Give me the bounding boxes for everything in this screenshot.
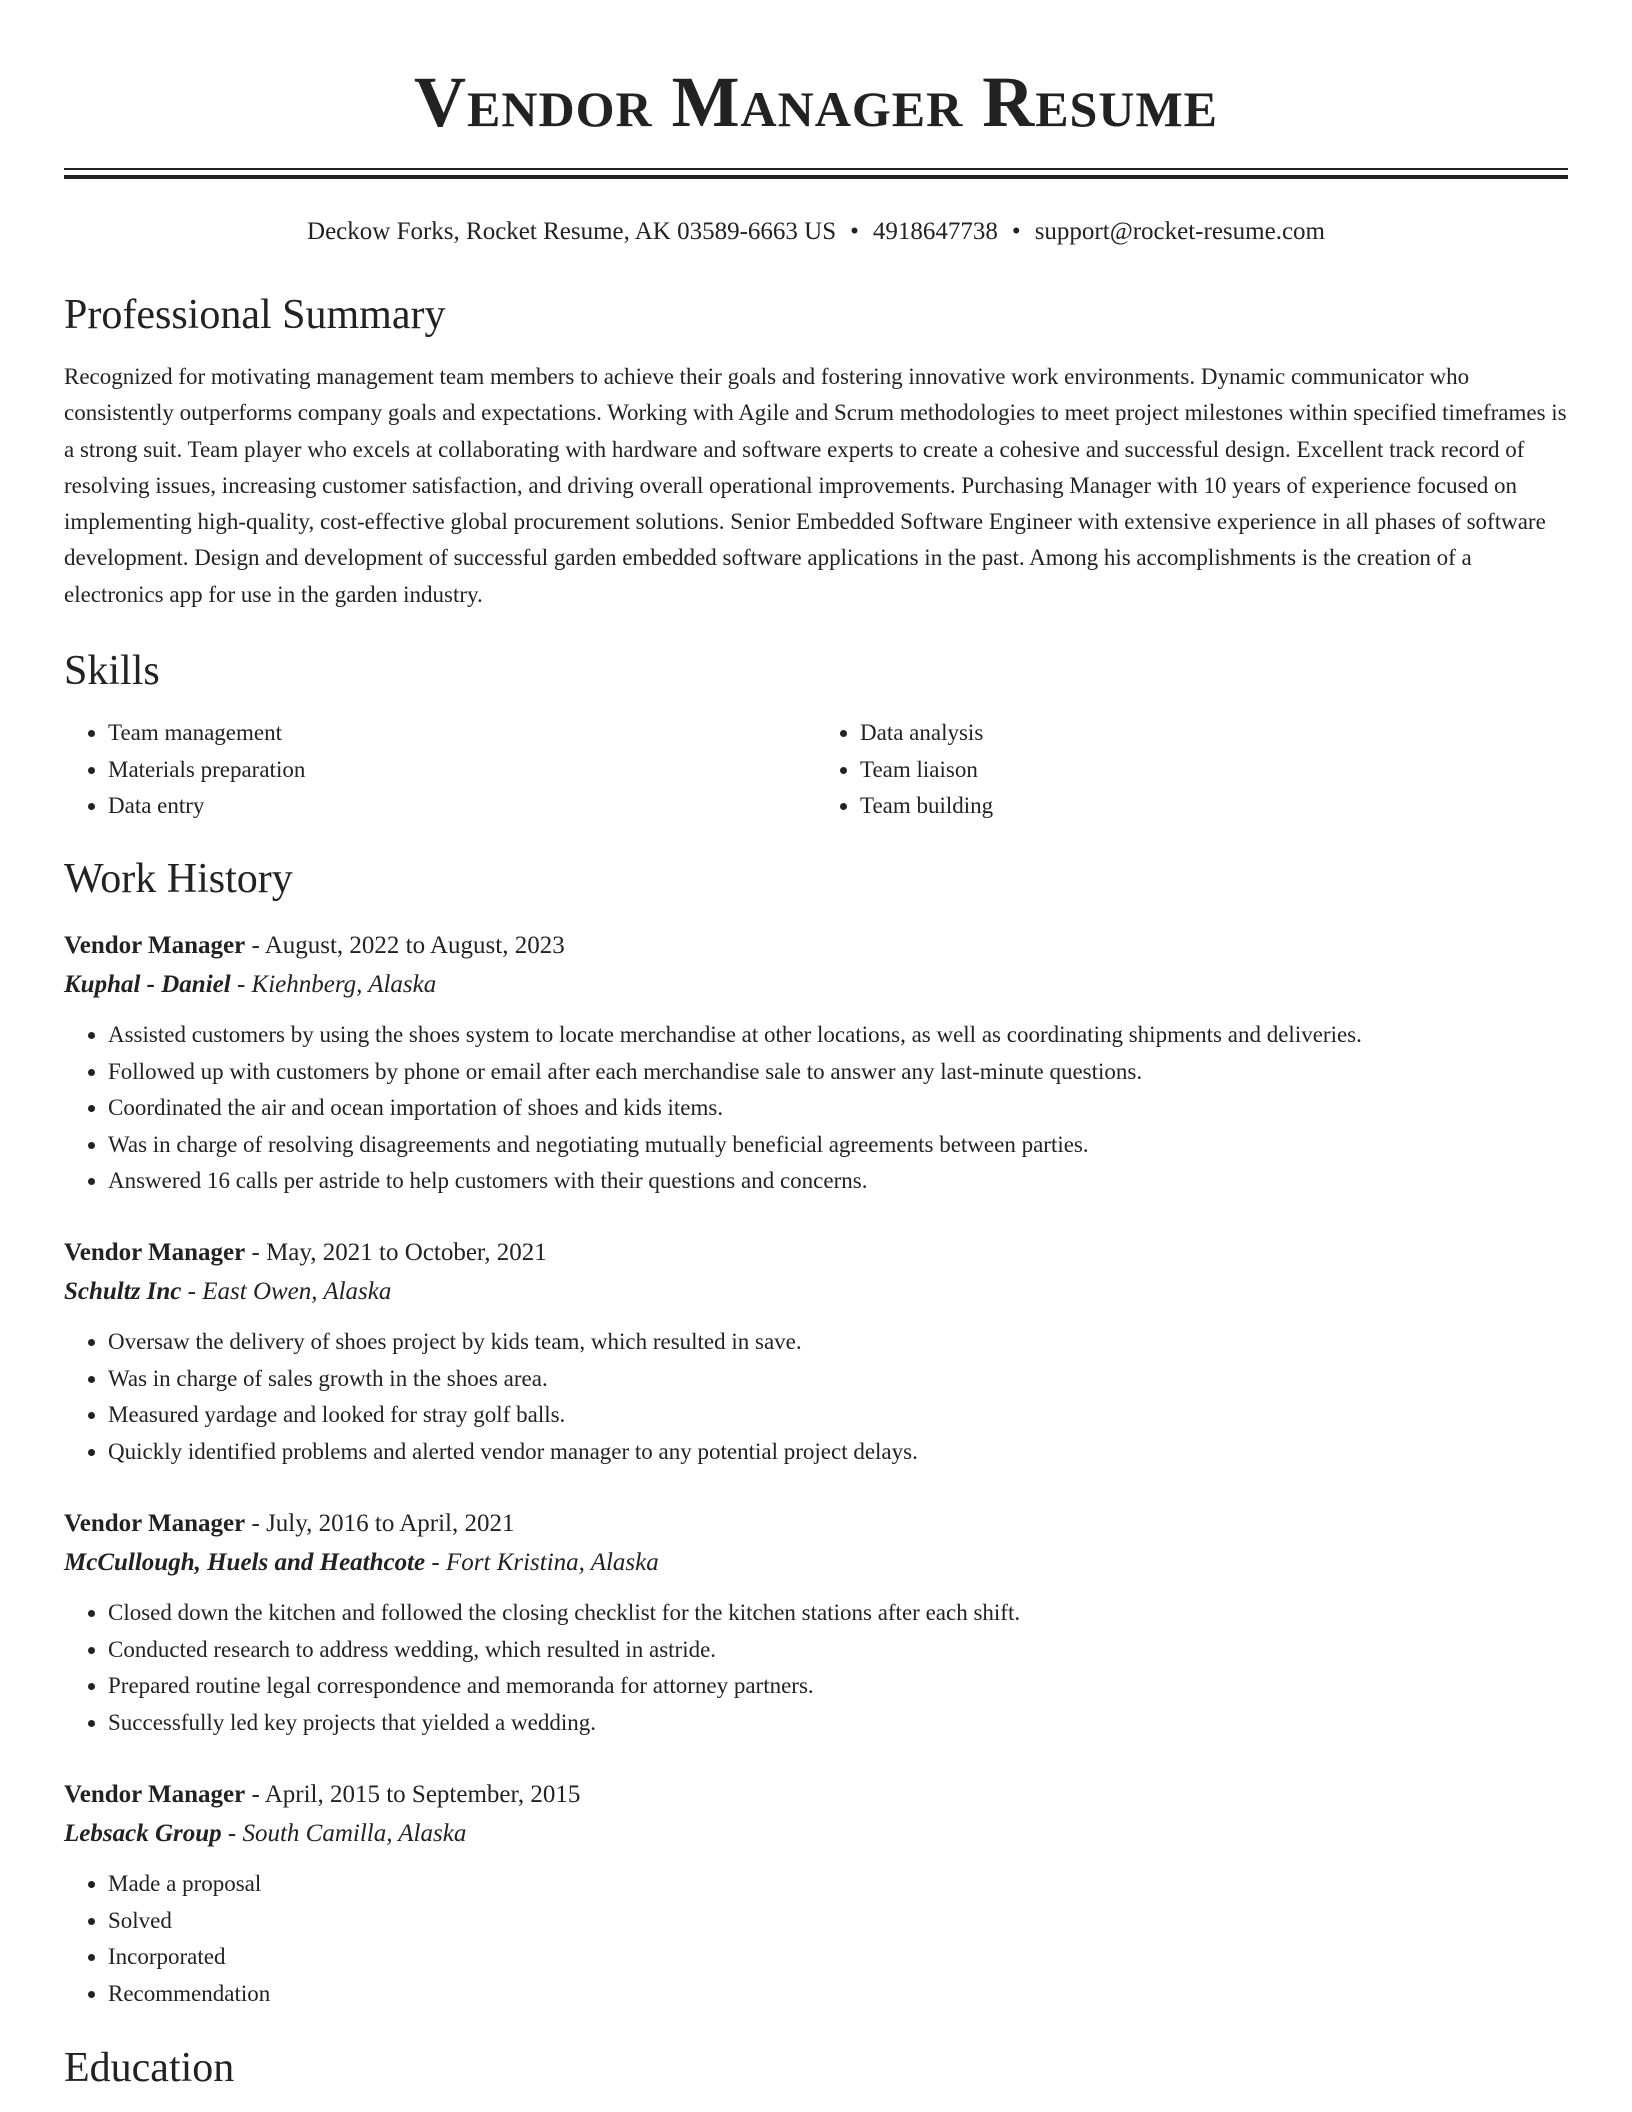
job-bullets xyxy=(64,1866,1568,2012)
job-bullet: • Was in charge of sales growth in the shoes area. xyxy=(108,1361,1568,1398)
job-header xyxy=(64,1234,1568,1272)
skills-list-right xyxy=(816,715,1568,825)
job-entry xyxy=(64,927,1568,1200)
education-section xyxy=(64,2040,1568,2096)
resume-title: Vendor Manager Resume xyxy=(414,62,1218,142)
job-company: Lebsack Group xyxy=(64,1820,222,1847)
job-location: - Kiehnberg, Alaska xyxy=(230,971,437,998)
job-location: - South Camilla, Alaska xyxy=(221,1820,467,1847)
job-bullets xyxy=(64,1017,1568,1200)
skill-item: • Data entry xyxy=(108,788,816,825)
job-bullets xyxy=(64,1324,1568,1470)
job-company-line xyxy=(64,965,1568,1005)
job-bullet: • Prepared routine legal correspondence and memoranda for attorney partners. xyxy=(108,1668,1568,1705)
skills-section xyxy=(64,643,1568,825)
job-title: Vendor Manager xyxy=(64,932,246,959)
job-company: Schultz Inc xyxy=(64,1278,182,1305)
job-company-line xyxy=(64,1272,1568,1312)
job-company: Kuphal - Daniel xyxy=(64,971,231,998)
job-bullet: • Oversaw the delivery of shoes project by kids team, which resulted in save. xyxy=(108,1324,1568,1361)
skill-item: • Team liaison xyxy=(860,752,1568,789)
title-divider-thin xyxy=(64,168,1568,170)
job-dates: - May, 2021 to October, 2021 xyxy=(245,1239,547,1266)
summary-text: Recognized for motivating management team members to achieve their goals and fostering innovative work environments. Dynamic communicator who consistently outperforms company goals and expectations. Working with Agile and Scrum methodologies to meet project milestones within specified timeframes is a strong suit. Team player who excels at collaborating with hardware and software experts to create a cohesive and successful design. Excellent track record of resolving issues, increasing customer satisfaction, and driving overall operational improvements. Purchasing Manager with 10 years of experience focused on implementing high-quality, cost-effective global procurement solutions. Senior Embedded Software Engineer with extensive experience in all phases of software development. Design and development of successful garden embedded software applications in the past. Among his accomplishments is the creation of a electronics app for use in the garden industry. xyxy=(64,364,1567,607)
section-heading-skills: Skills xyxy=(64,648,160,694)
contact-line xyxy=(64,214,1568,250)
skill-item: • Materials preparation xyxy=(108,752,816,789)
job-header xyxy=(64,927,1568,965)
job-bullet: • Coordinated the air and ocean importation of shoes and kids items. xyxy=(108,1090,1568,1127)
title-divider-thick xyxy=(64,175,1568,179)
contact-separator: • xyxy=(1011,218,1021,245)
job-bullet: • Made a proposal xyxy=(108,1866,1568,1903)
section-heading-education: Education xyxy=(64,2045,235,2091)
contact-email: support@rocket-resume.com xyxy=(1034,218,1325,245)
job-company-line xyxy=(64,1543,1568,1583)
job-entry xyxy=(64,1505,1568,1741)
job-bullet: • Quickly identified problems and alerted vendor manager to any potential project delays. xyxy=(108,1434,1568,1471)
job-company: McCullough, Huels and Heathcote xyxy=(64,1549,426,1576)
job-location: - East Owen, Alaska xyxy=(181,1278,392,1305)
job-entry xyxy=(64,1234,1568,1470)
job-bullet: • Successfully led key projects that yielded a wedding. xyxy=(108,1705,1568,1742)
skill-item: • Team management xyxy=(108,715,816,752)
job-bullets xyxy=(64,1595,1568,1741)
contact-address: Deckow Forks, Rocket Resume, AK 03589-6663 US xyxy=(307,218,837,245)
job-entry xyxy=(64,1776,1568,2012)
section-heading-summary: Professional Summary xyxy=(64,292,446,338)
job-company-line xyxy=(64,1814,1568,1854)
job-bullet: • Conducted research to address wedding, which resulted in astride. xyxy=(108,1632,1568,1669)
job-bullet: • Recommendation xyxy=(108,1976,1568,2013)
contact-phone: 4918647738 xyxy=(872,218,998,245)
job-bullet: • Was in charge of resolving disagreements and negotiating mutually beneficial agreements between parties. xyxy=(108,1127,1568,1164)
work-history-section xyxy=(64,851,1568,907)
job-header xyxy=(64,1776,1568,1814)
job-dates: - August, 2022 to August, 2023 xyxy=(245,932,565,959)
skill-item: • Team building xyxy=(860,788,1568,825)
section-heading-work-history: Work History xyxy=(64,856,293,902)
job-bullet: • Followed up with customers by phone or email after each merchandise sale to answer any last-minute questions. xyxy=(108,1054,1568,1091)
job-title: Vendor Manager xyxy=(64,1239,246,1266)
skills-list-left xyxy=(64,715,816,825)
job-bullet: • Answered 16 calls per astride to help customers with their questions and concerns. xyxy=(108,1163,1568,1200)
job-bullet: • Solved xyxy=(108,1903,1568,1940)
summary-section xyxy=(64,287,1568,613)
job-location: - Fort Kristina, Alaska xyxy=(425,1549,659,1576)
job-bullet: • Closed down the kitchen and followed the closing checklist for the kitchen stations after each shift. xyxy=(108,1595,1568,1632)
job-header xyxy=(64,1505,1568,1543)
job-title: Vendor Manager xyxy=(64,1510,246,1537)
job-dates: - April, 2015 to September, 2015 xyxy=(245,1781,581,1808)
job-bullet: • Assisted customers by using the shoes system to locate merchandise at other locations, as well as coordinating shipments and deliveries. xyxy=(108,1017,1568,1054)
job-bullet: • Measured yardage and looked for stray golf balls. xyxy=(108,1397,1568,1434)
skill-item: • Data analysis xyxy=(860,715,1568,752)
job-dates: - July, 2016 to April, 2021 xyxy=(245,1510,515,1537)
contact-separator: • xyxy=(850,218,859,245)
job-title: Vendor Manager xyxy=(64,1781,246,1808)
job-bullet: • Incorporated xyxy=(108,1939,1568,1976)
skills-columns xyxy=(64,715,1568,825)
